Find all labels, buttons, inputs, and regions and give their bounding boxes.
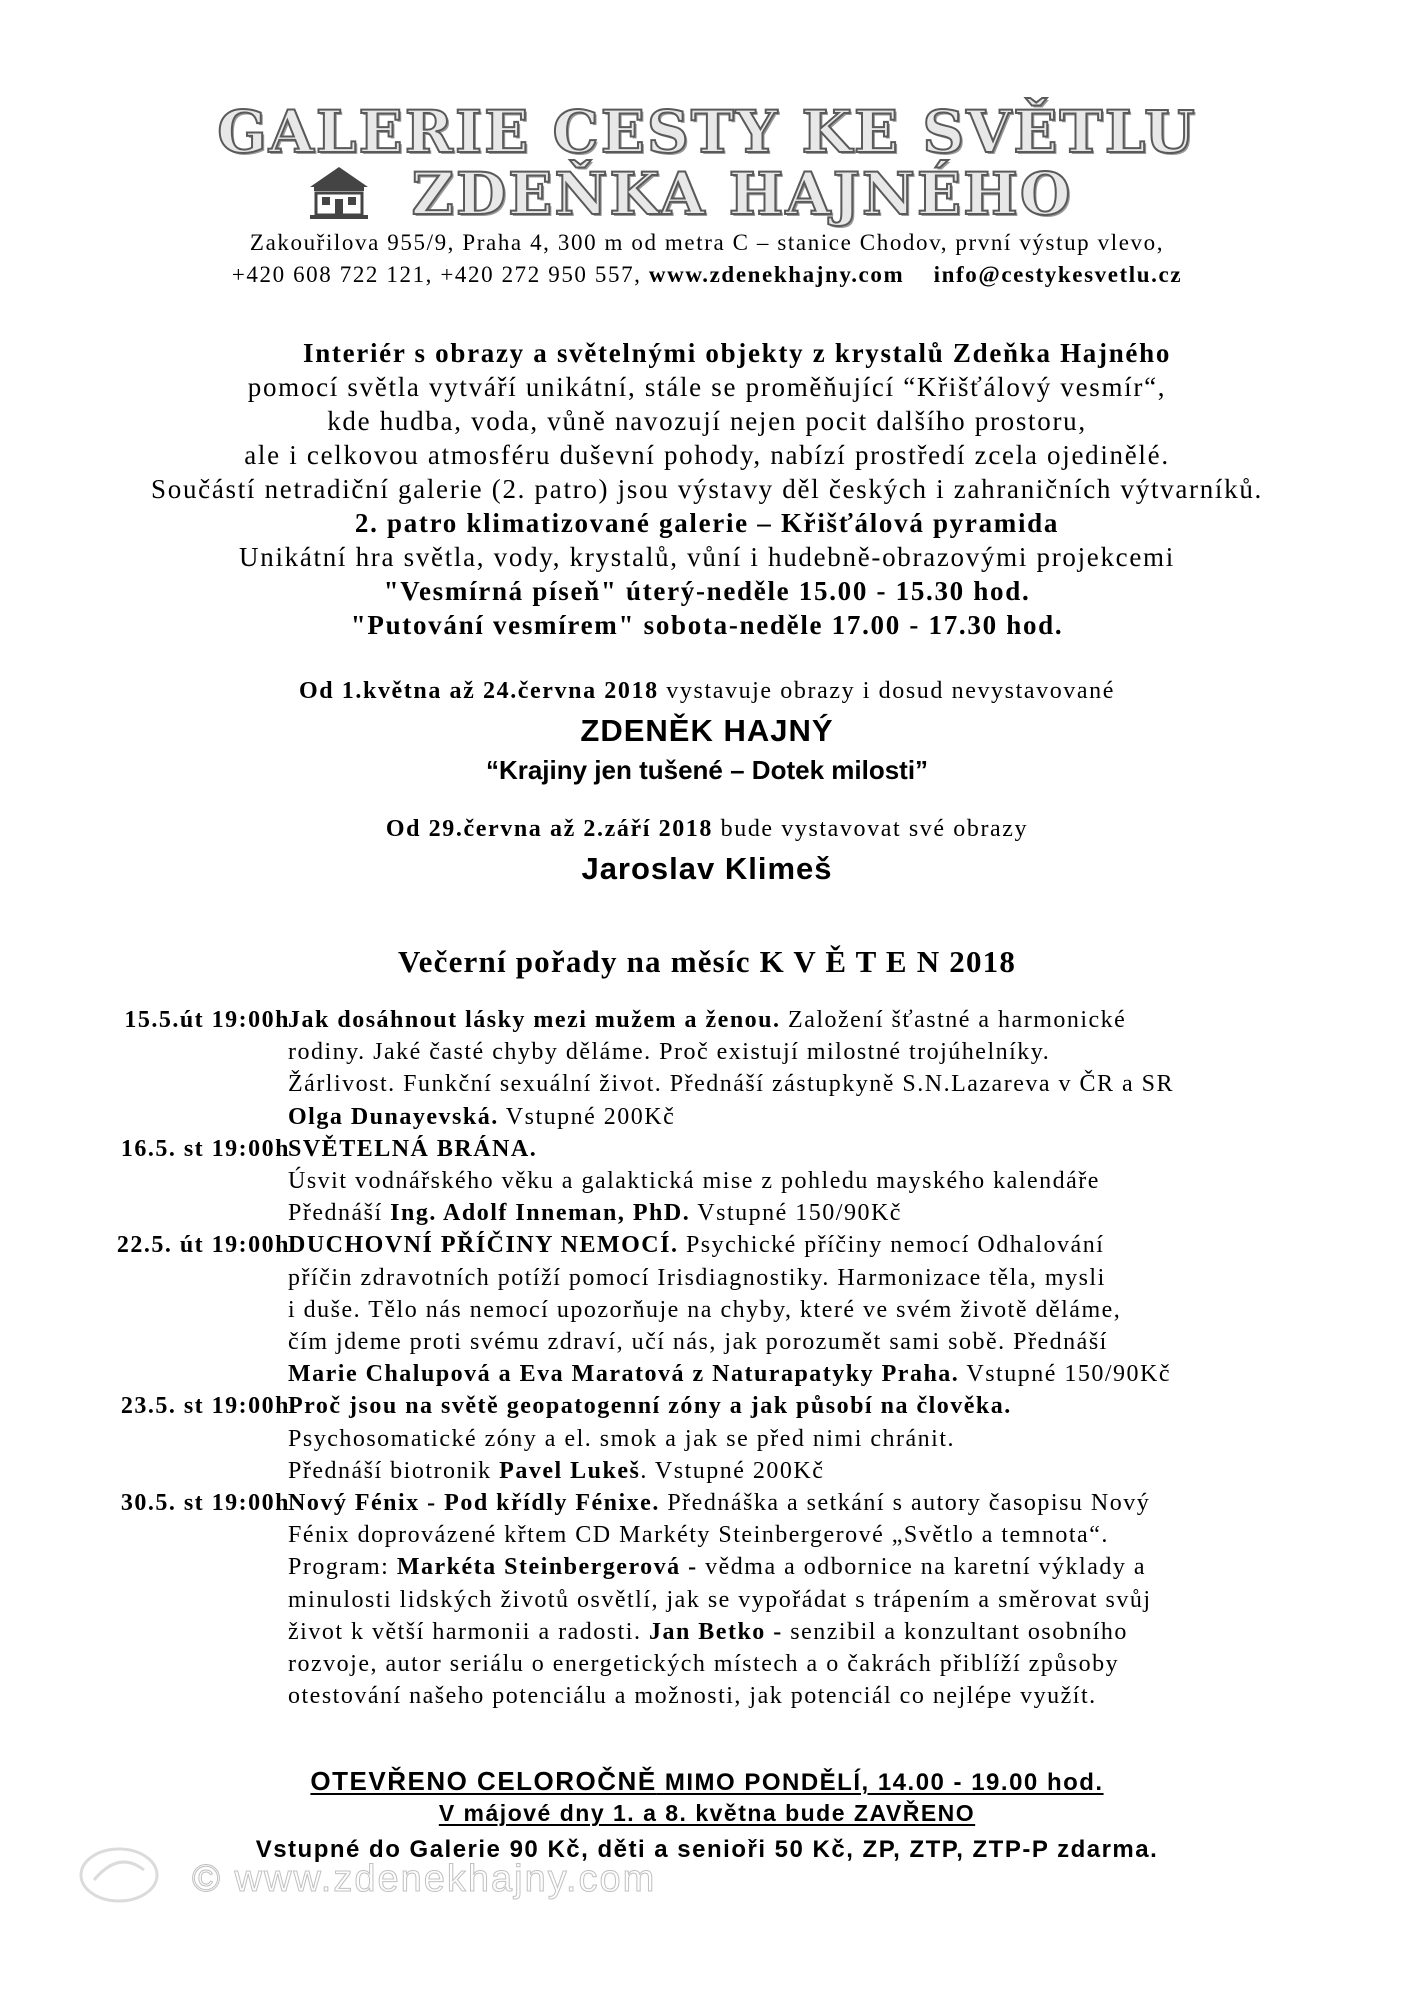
- event-item: [50, 1390, 1390, 1487]
- gallery-title-line1: GALERIE CESTY KE SVĚTLU: [217, 98, 1197, 166]
- website-link[interactable]: www.zdenekhajny.com: [648, 262, 905, 287]
- event-text: i duše. Tělo nás nemocí upozorňuje na chyby, které ve svém životě děláme,: [288, 1296, 1122, 1323]
- intro-block: [0, 336, 1414, 642]
- event-text: Program:: [288, 1554, 397, 1581]
- closed-days-text: V májové dny 1. a 8. května bude ZAVŘENO: [438, 1800, 976, 1826]
- program-heading: Večerní pořady na měsíc K V Ě T E N 2018: [397, 944, 1017, 979]
- event-text: Vstupné 150/90Kč: [690, 1200, 902, 1227]
- event-text: vědma a odbornice na karetní výklady a: [697, 1554, 1147, 1581]
- watermark-logo-icon: [74, 1840, 164, 1910]
- exhibition-1: [0, 678, 1414, 786]
- event-text: . Vstupné 200Kč: [640, 1457, 825, 1484]
- exhibition-2: [0, 816, 1414, 887]
- event-text: Přednáší: [288, 1200, 391, 1227]
- event-text: minulosti lidských životů osvětlí, jak se vypořádat s trápením a směrovat svůj: [288, 1586, 1152, 1613]
- intro-text: ale i celkovou atmosféru duševní pohody, nabízí prostředí zcela ojedinělé.: [244, 440, 1170, 470]
- event-item: [50, 1487, 1390, 1712]
- event-speaker: Markéta Steinbergerová -: [396, 1554, 698, 1581]
- event-item: [50, 1229, 1390, 1390]
- event-text: Psychické příčiny nemocí Odhalování: [678, 1232, 1105, 1259]
- exhibition-artist: Jaroslav Klimeš: [581, 851, 833, 886]
- event-datetime: 23.5. st 19:00h: [120, 1393, 290, 1420]
- exhibition-artist: ZDENĚK HAJNÝ: [580, 713, 834, 748]
- opening-hours: [0, 1766, 1414, 1797]
- event-text: život k větší harmonii a radosti.: [288, 1618, 649, 1645]
- intro-text: Součástí netradiční galerie (2. patro) jsou výstavy děl českých i zahraničních výtvarníků.: [151, 474, 1263, 504]
- phone-numbers: +420 608 722 121, +420 272 950 557,: [231, 262, 642, 287]
- event-text: Úsvit vodnářského věku a galaktická mise z pohledu mayského kalendáře: [288, 1168, 1100, 1195]
- event-title: Nový Fénix - Pod křídly Fénixe.: [288, 1490, 660, 1517]
- event-speaker: Olga Dunayevská.: [288, 1103, 499, 1130]
- gallery-title-line2: ZDEŇKA HAJNÉHO: [411, 160, 1073, 228]
- exhibition-dates: Od 29.června až 2.září 2018: [385, 816, 714, 842]
- event-speaker: Pavel Lukeš: [499, 1457, 641, 1484]
- event-text: Žárlivost. Funkční sexuální život. Přednáší zástupkyně S.N.Lazareva v ČR a SR: [288, 1071, 1175, 1098]
- event-title: Jak dosáhnout lásky mezi mužem a ženou.: [288, 1007, 781, 1033]
- event-datetime: 15.5.út 19:00h: [124, 1007, 290, 1033]
- event-title: Proč jsou na světě geopatogenní zóny a jak působí na člověka.: [288, 1393, 1012, 1420]
- event-text: senzibil a konzultant osobního: [782, 1618, 1128, 1645]
- event-program: [50, 1004, 1390, 1712]
- show-schedule: "Vesmírná píseň" úterý-neděle 15.00 - 15.30 hod.: [383, 576, 1031, 606]
- event-text: Fénix doprovázené křtem CD Markéty Steinbergerové „Světlo a temnota“.: [288, 1522, 1109, 1549]
- exhibition-text: vystavuje obrazy i dosud nevystavované: [658, 678, 1116, 704]
- event-text: příčin zdravotních potíží pomocí Irisdiagnostiky. Harmonizace těla, mysli: [288, 1264, 1106, 1291]
- exhibition-text: bude vystavovat své obrazy: [713, 816, 1029, 842]
- address-line: Zakouřilova 955/9, Praha 4, 300 m od metra C – stanice Chodov, první výstup vlevo,: [249, 230, 1165, 255]
- email-link[interactable]: info@cestykesvetlu.cz: [933, 262, 1183, 287]
- opening-hours-detail: MIMO PONDĚLÍ, 14.00 - 19.00 hod.: [656, 1769, 1104, 1796]
- opening-hours-main: OTEVŘENO CELOROČNĚ: [310, 1766, 657, 1796]
- event-text: Psychosomatické zóny a el. smok a jak se před nimi chránit.: [288, 1425, 956, 1452]
- event-item: [50, 1004, 1390, 1133]
- event-speaker: Ing. Adolf Inneman, PhD.: [390, 1200, 691, 1227]
- closed-days: [0, 1800, 1414, 1827]
- intro-heading: Interiér s obrazy a světelnými objekty z krystalů Zdeňka Hajného: [302, 338, 1172, 368]
- event-text: otestování našeho potenciálu a možnosti, jak potenciál co nejlépe využít.: [288, 1683, 1097, 1710]
- event-title: DUCHOVNÍ PŘÍČINY NEMOCÍ.: [288, 1232, 679, 1259]
- event-text: Založení šťastné a harmonické: [780, 1007, 1127, 1033]
- event-text: rodiny. Jaké časté chyby děláme. Proč existují milostné trojúhelníky.: [288, 1039, 1051, 1066]
- event-datetime: 22.5. út 19:00h: [116, 1232, 290, 1259]
- event-text: Vstupné 150/90Kč: [959, 1361, 1172, 1388]
- intro-text: pomocí světla vytváří unikátní, stále se proměňující “Křišťálový vesmír“,: [247, 372, 1167, 402]
- event-item: [50, 1133, 1390, 1230]
- show-schedule: "Putování vesmírem" sobota-neděle 17.00 - 17.30 hod.: [350, 610, 1064, 640]
- event-speaker: Jan Betko -: [648, 1618, 783, 1645]
- contact-line: [0, 262, 1414, 288]
- exhibition-dates-line: [0, 816, 1414, 843]
- exhibition-subtitle: “Krajiny jen tušené – Dotek milosti”: [485, 755, 929, 785]
- event-text: Vstupné 200Kč: [498, 1103, 676, 1130]
- event-text: Přednáška a setkání s autory časopisu Nový: [659, 1490, 1151, 1517]
- event-datetime: 30.5. st 19:00h: [120, 1490, 290, 1517]
- event-speaker: Marie Chalupová a Eva Maratová z Naturapatyky Praha.: [288, 1361, 960, 1388]
- event-text: Přednáší biotronik: [288, 1457, 500, 1484]
- admission-prices: Vstupné do Galerie 90 Kč, děti a senioři 50 Kč, ZP, ZTP, ZTP-P zdarma.: [255, 1836, 1159, 1863]
- exhibition-dates: Od 1.května až 24.června 2018: [298, 678, 659, 704]
- watermark-text: © www.zdenekhajny.com: [192, 1858, 657, 1900]
- event-text: čím jdeme proti svému zdraví, učí nás, jak porozumět sami sobě. Přednáší: [288, 1329, 1108, 1356]
- event-datetime: 16.5. st 19:00h: [120, 1135, 290, 1162]
- intro-text: Unikátní hra světla, vody, krystalů, vůní i hudebně-obrazovými projekcemi: [239, 542, 1175, 572]
- intro-text: kde hudba, voda, vůně navozují nejen pocit dalšího prostoru,: [327, 406, 1087, 436]
- event-text: rozvoje, autor seriálu o energetických místech a o čakrách přiblíží způsoby: [288, 1651, 1120, 1678]
- pyramid-heading: 2. patro klimatizované galerie – Křišťálová pyramida: [354, 508, 1060, 538]
- event-title: SVĚTELNÁ BRÁNA.: [288, 1135, 538, 1162]
- exhibition-dates-line: [0, 678, 1414, 705]
